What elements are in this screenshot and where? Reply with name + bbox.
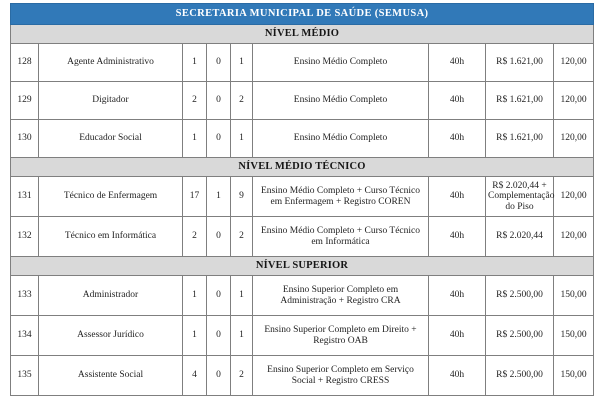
requirements: Ensino Médio Completo + Curso Técnico em Enfermagem + Registro COREN bbox=[253, 177, 429, 217]
vacancies-reserve: 1 bbox=[231, 120, 253, 158]
vacancies-reserve: 1 bbox=[231, 316, 253, 356]
fee: 120,00 bbox=[554, 177, 594, 217]
section-header-label: NÍVEL SUPERIOR bbox=[11, 257, 594, 276]
salary: R$ 2.020,44 bbox=[486, 217, 554, 257]
vacancies-pcd: 0 bbox=[207, 316, 231, 356]
workload: 40h bbox=[429, 120, 486, 158]
table-title: SECRETARIA MUNICIPAL DE SAÚDE (SEMUSA) bbox=[11, 4, 594, 25]
row-number: 131 bbox=[11, 177, 39, 217]
vacancies-pcd: 0 bbox=[207, 276, 231, 316]
vacancies-general: 17 bbox=[183, 177, 207, 217]
workload: 40h bbox=[429, 217, 486, 257]
vacancies-pcd: 0 bbox=[207, 44, 231, 82]
table-row bbox=[11, 316, 594, 356]
fee: 120,00 bbox=[554, 82, 594, 120]
fee: 120,00 bbox=[554, 217, 594, 257]
vacancies-pcd: 0 bbox=[207, 82, 231, 120]
fee: 150,00 bbox=[554, 356, 594, 396]
position-name: Educador Social bbox=[39, 120, 183, 158]
vacancies-reserve: 2 bbox=[231, 217, 253, 257]
row-number: 135 bbox=[11, 356, 39, 396]
row-number: 129 bbox=[11, 82, 39, 120]
vacancies-reserve: 9 bbox=[231, 177, 253, 217]
vacancies-general: 2 bbox=[183, 82, 207, 120]
workload: 40h bbox=[429, 44, 486, 82]
fee: 120,00 bbox=[554, 120, 594, 158]
requirements: Ensino Médio Completo bbox=[253, 44, 429, 82]
table-row bbox=[11, 82, 594, 120]
workload: 40h bbox=[429, 177, 486, 217]
table-title-row bbox=[11, 4, 594, 25]
table-body bbox=[11, 4, 594, 396]
table-row bbox=[11, 217, 594, 257]
vacancies-general: 1 bbox=[183, 44, 207, 82]
table-row bbox=[11, 276, 594, 316]
row-number: 130 bbox=[11, 120, 39, 158]
requirements: Ensino Médio Completo + Curso Técnico em Informática bbox=[253, 217, 429, 257]
workload: 40h bbox=[429, 276, 486, 316]
vacancies-reserve: 2 bbox=[231, 356, 253, 396]
salary: R$ 2.500,00 bbox=[486, 356, 554, 396]
fee: 120,00 bbox=[554, 44, 594, 82]
table-row bbox=[11, 44, 594, 82]
table-row bbox=[11, 356, 594, 396]
salary: R$ 1.621,00 bbox=[486, 82, 554, 120]
requirements: Ensino Médio Completo bbox=[253, 82, 429, 120]
requirements: Ensino Superior Completo em Administração + Registro CRA bbox=[253, 276, 429, 316]
fee: 150,00 bbox=[554, 276, 594, 316]
vacancies-reserve: 1 bbox=[231, 276, 253, 316]
section-header-row bbox=[11, 257, 594, 276]
row-number: 132 bbox=[11, 217, 39, 257]
section-header-row bbox=[11, 25, 594, 44]
vacancies-pcd: 0 bbox=[207, 120, 231, 158]
vacancies-general: 1 bbox=[183, 276, 207, 316]
salary: R$ 1.621,00 bbox=[486, 44, 554, 82]
section-header-label: NÍVEL MÉDIO bbox=[11, 25, 594, 44]
vacancies-pcd: 0 bbox=[207, 356, 231, 396]
position-name: Assistente Social bbox=[39, 356, 183, 396]
workload: 40h bbox=[429, 82, 486, 120]
vacancies-table bbox=[10, 3, 594, 396]
vacancies-reserve: 2 bbox=[231, 82, 253, 120]
position-name: Assessor Jurídico bbox=[39, 316, 183, 356]
row-number: 134 bbox=[11, 316, 39, 356]
vacancies-general: 4 bbox=[183, 356, 207, 396]
vacancies-general: 1 bbox=[183, 120, 207, 158]
table-row bbox=[11, 120, 594, 158]
row-number: 133 bbox=[11, 276, 39, 316]
fee: 150,00 bbox=[554, 316, 594, 356]
vacancies-reserve: 1 bbox=[231, 44, 253, 82]
vacancies-general: 2 bbox=[183, 217, 207, 257]
workload: 40h bbox=[429, 316, 486, 356]
position-name: Digitador bbox=[39, 82, 183, 120]
workload: 40h bbox=[429, 356, 486, 396]
table-row bbox=[11, 177, 594, 217]
requirements: Ensino Médio Completo bbox=[253, 120, 429, 158]
vacancies-general: 1 bbox=[183, 316, 207, 356]
vacancies-pcd: 1 bbox=[207, 177, 231, 217]
row-number: 128 bbox=[11, 44, 39, 82]
requirements: Ensino Superior Completo em Direito + Registro OAB bbox=[253, 316, 429, 356]
requirements: Ensino Superior Completo em Serviço Social + Registro CRESS bbox=[253, 356, 429, 396]
position-name: Técnico em Informática bbox=[39, 217, 183, 257]
section-header-row bbox=[11, 158, 594, 177]
section-header-label: NÍVEL MÉDIO TÉCNICO bbox=[11, 158, 594, 177]
vacancies-pcd: 0 bbox=[207, 217, 231, 257]
position-name: Administrador bbox=[39, 276, 183, 316]
position-name: Técnico de Enfermagem bbox=[39, 177, 183, 217]
salary: R$ 2.500,00 bbox=[486, 276, 554, 316]
salary: R$ 1.621,00 bbox=[486, 120, 554, 158]
salary: R$ 2.020,44 + Complementação do Piso bbox=[486, 177, 554, 217]
position-name: Agente Administrativo bbox=[39, 44, 183, 82]
salary: R$ 2.500,00 bbox=[486, 316, 554, 356]
